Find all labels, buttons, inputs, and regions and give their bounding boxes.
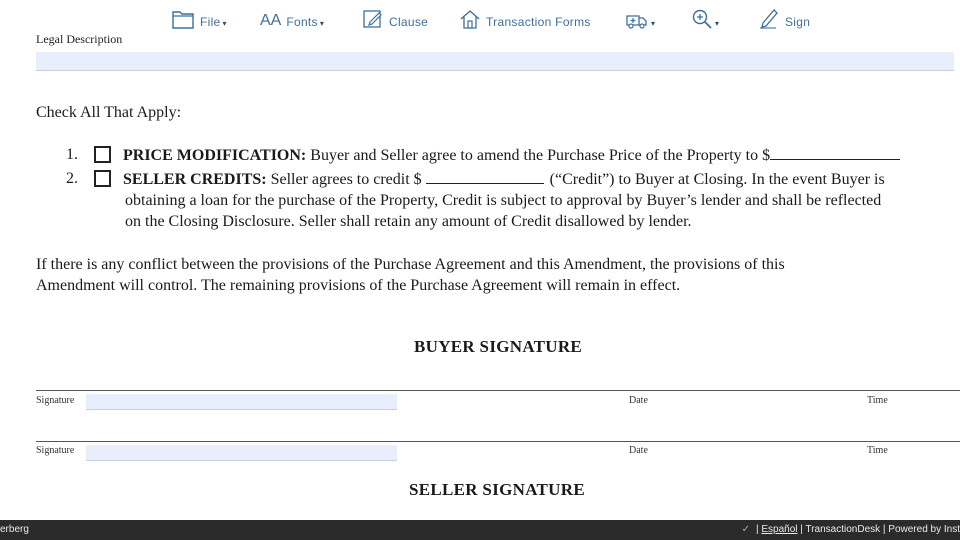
transport-menu-button[interactable] [625,4,655,30]
credit-amount-field[interactable] [426,169,544,184]
signature-label: Signature [36,445,75,456]
zoom-menu-button[interactable] [691,4,719,30]
purchase-price-field[interactable] [770,145,900,160]
conflict-line-2: Amendment will control. The remaining provisions of the Purchase Agreement will remain in effect. [36,277,681,294]
fonts-menu-button[interactable] [260,4,324,30]
seller-signature-heading: SELLER SIGNATURE [409,480,585,499]
footer-bar [0,520,960,540]
user-name: erberg [0,524,29,535]
toolbar [0,0,960,32]
signature-line [36,390,960,391]
price-modification-checkbox[interactable] [94,146,111,163]
time-label: Time [867,395,888,406]
ambulance-icon [625,8,649,30]
item-1-number: 1. [66,146,78,163]
legal-description-field[interactable] [36,52,954,71]
date-label: Date [629,445,648,456]
clause-button[interactable] [362,4,428,30]
item-2-line-2: obtaining a loan for the purchase of the Property, Credit is subject to approval by Buyer’s lender and shall be reflected [125,192,882,209]
fonts-label: Fonts [286,15,318,29]
item-2-line-3: on the Closing Disclosure. Seller shall retain any amount of Credit disallowed by lender. [125,213,692,230]
footer-links: ✓ | Español | TransactionDesk | Powered by Inst [741,524,960,535]
fonts-icon: AA [260,12,282,29]
signature-label: Signature [36,395,75,406]
sign-button[interactable] [758,4,810,30]
document-page [0,32,960,520]
date-label: Date [629,395,648,406]
buyer-signature-heading: BUYER SIGNATURE [414,337,583,356]
conflict-line-1: If there is any conflict between the provisions of the Purchase Agreement and this Amendment, the provisions of this [36,256,785,273]
item-2-number: 2. [66,170,78,187]
buyer-signature-field-1[interactable] [86,394,397,410]
check-icon: ✓ [741,524,750,535]
price-modification-title: PRICE MODIFICATION: [123,147,307,164]
chevron-down-icon: ▾ [319,19,324,28]
sign-label: Sign [785,15,811,29]
item-1-text [123,145,900,166]
legal-description-label: Legal Description [36,32,123,46]
edit-icon [362,8,384,30]
chevron-down-icon: ▾ [222,19,227,28]
chevron-down-icon: ▾ [651,19,656,28]
clause-label: Clause [389,15,429,29]
transaction-forms-button[interactable] [459,4,591,30]
chevron-down-icon: ▾ [715,19,720,28]
folder-icon [171,8,195,30]
file-label: File [200,15,221,29]
file-menu-button[interactable] [171,4,227,30]
pen-icon [758,6,780,30]
signature-line [36,441,960,442]
zoom-in-icon [691,8,713,30]
transaction-forms-label: Transaction Forms [486,15,591,29]
price-modification-text: Buyer and Seller agree to amend the Purchase Price of the Property to $ [310,147,771,164]
buyer-signature-field-2[interactable] [86,445,397,461]
seller-credits-title: SELLER CREDITS: [123,171,267,188]
check-all-heading: Check All That Apply: [36,104,182,121]
seller-credits-checkbox[interactable] [94,170,111,187]
time-label: Time [867,445,888,456]
seller-credits-text-b: (“Credit”) to Buyer at Closing. In the event Buyer is [549,171,885,188]
seller-credits-text-a: Seller agrees to credit $ [270,171,422,188]
footer-rest-text: | TransactionDesk | Powered by Inst [800,524,960,535]
item-2-line-1 [123,169,885,190]
espanol-link[interactable]: Español [761,524,798,535]
home-icon [459,8,481,30]
